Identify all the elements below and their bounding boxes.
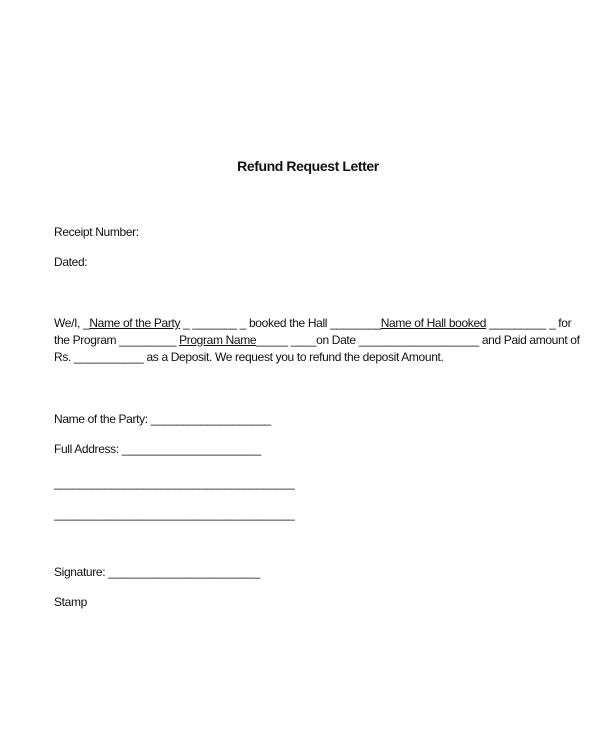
text: _ _______ _ [180,316,246,330]
signature-label: Signature: ________________________ [54,565,260,579]
paragraph-line-3: Rs. ___________ as a Deposit. We request you to refund the deposit Amount. [54,350,444,364]
text: _________ _ for [486,316,572,330]
text: the Program _________ [54,333,180,347]
paragraph-line-1 [54,316,571,330]
stamp-label: Stamp [54,595,87,609]
address-line-2: ______________________________________ [54,476,295,490]
text: _____ ____on Date ___________________ and Paid amount of [256,333,580,347]
text: We/I, _ [54,316,90,330]
paragraph-line-2 [54,333,580,347]
party-name-label: Name of the Party: ___________________ [54,412,271,426]
text: booked the Hall ________ [245,316,381,330]
party-name-field: Name of the Party [89,316,181,330]
full-address-label: Full Address: ______________________ [54,442,261,456]
program-name-field: Program Name [179,333,257,347]
letter-title: Refund Request Letter [237,158,379,174]
receipt-number-label: Receipt Number: [54,225,139,239]
dated-label: Dated: [54,255,88,269]
address-line-3: ______________________________________ [54,507,295,521]
hall-name-field: Name of Hall booked [380,316,487,330]
